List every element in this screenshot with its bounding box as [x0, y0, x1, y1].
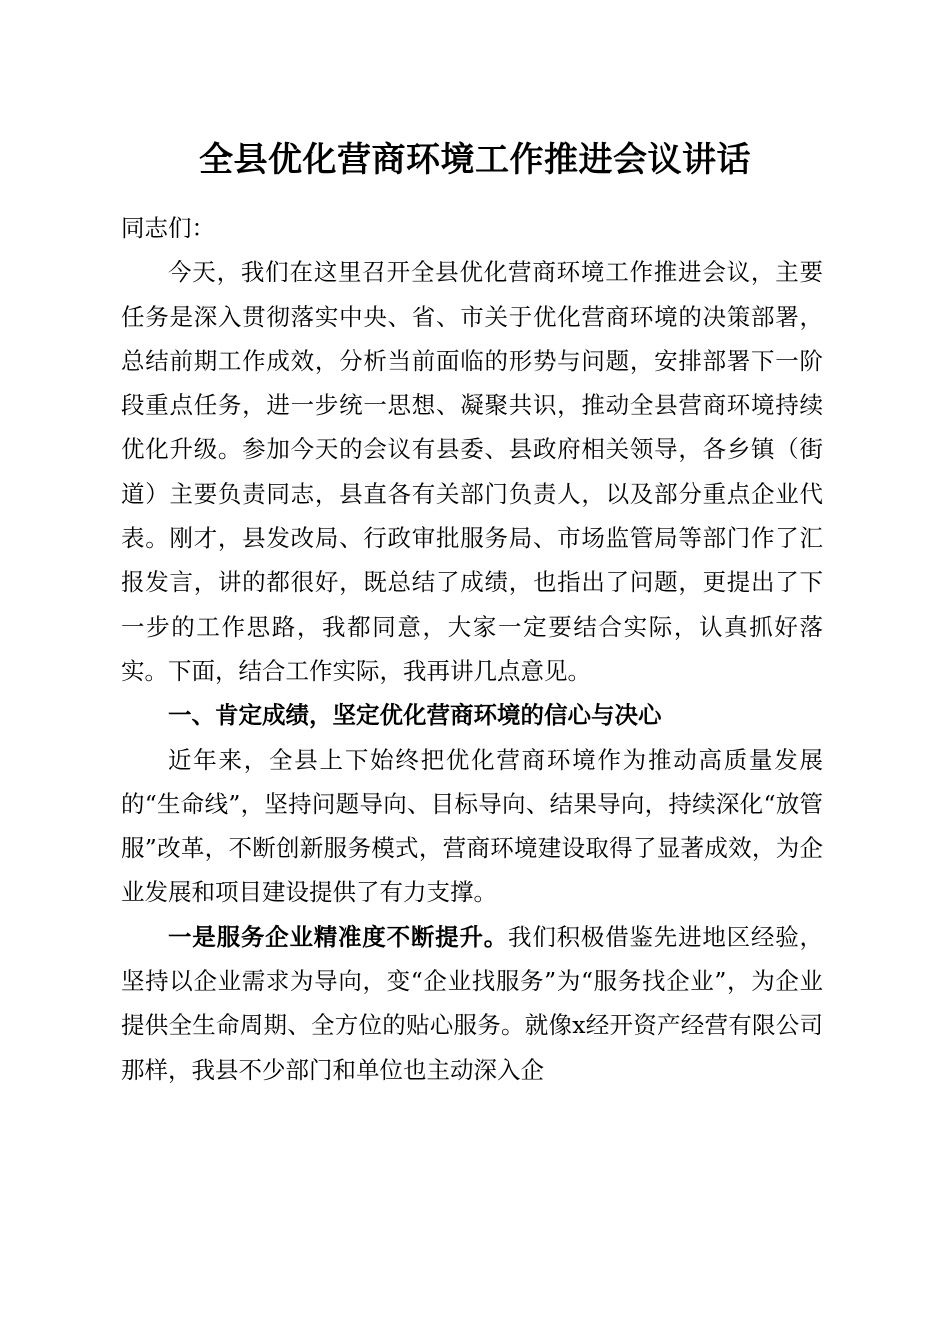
- document-title: 全县优化营商环境工作推进会议讲话: [199, 140, 751, 180]
- paragraph-opening: 今天，我们在这里召开全县优化营商环境工作推进会议，主要任务是深入贯彻落实中央、省、市关于优化营商环境的决策部署，总结前期工作成效，分析当前面临的形势与问题，安排部署下一阶段重点任务，进一步统一思想、凝聚共识，推动全县营商环境持续优化升级。参加今天的会议有县委、县政府相关领导，各乡镇（街道）主要负责同志，县直各有关部门负责人，以及部分重点企业代表。刚才，县发改局、行政审批服务局、市场监管局等部门作了汇报发言，讲的都很好，既总结了成绩，也指出了问题，更提出了下一步的工作思路，我都同意，大家一定要结合实际，认真抓好落实。下面，结合工作实际，我再讲几点意见。: [121, 258, 823, 685]
- paragraph-lead-text: 一是服务企业精准度不断提升。: [168, 922, 509, 951]
- paragraph-service-precision: [121, 915, 823, 1092]
- paragraph-body-text: 我们积极借鉴先进地区经验，坚持以企业需求为导向，变“企业找服务”为“服务找企业”，为企业提供全生命周期、全方位的贴心服务。就像x经开资产经营有限公司那样，我县不少部门和单位也主动深入企: [121, 922, 824, 1084]
- document-body: [121, 206, 823, 1092]
- paragraph-achievements: 近年来，全县上下始终把优化营商环境作为推动高质量发展的“生命线”，坚持问题导向、目标导向、结果导向，持续深化“放管服”改革，不断创新服务模式，营商环境建设取得了显著成效，为企业发展和项目建设提供了有力支撑。: [121, 745, 823, 907]
- salutation: 同志们：: [121, 214, 215, 242]
- section-heading-1: 一、肯定成绩，坚定优化营商环境的信心与决心: [168, 701, 662, 730]
